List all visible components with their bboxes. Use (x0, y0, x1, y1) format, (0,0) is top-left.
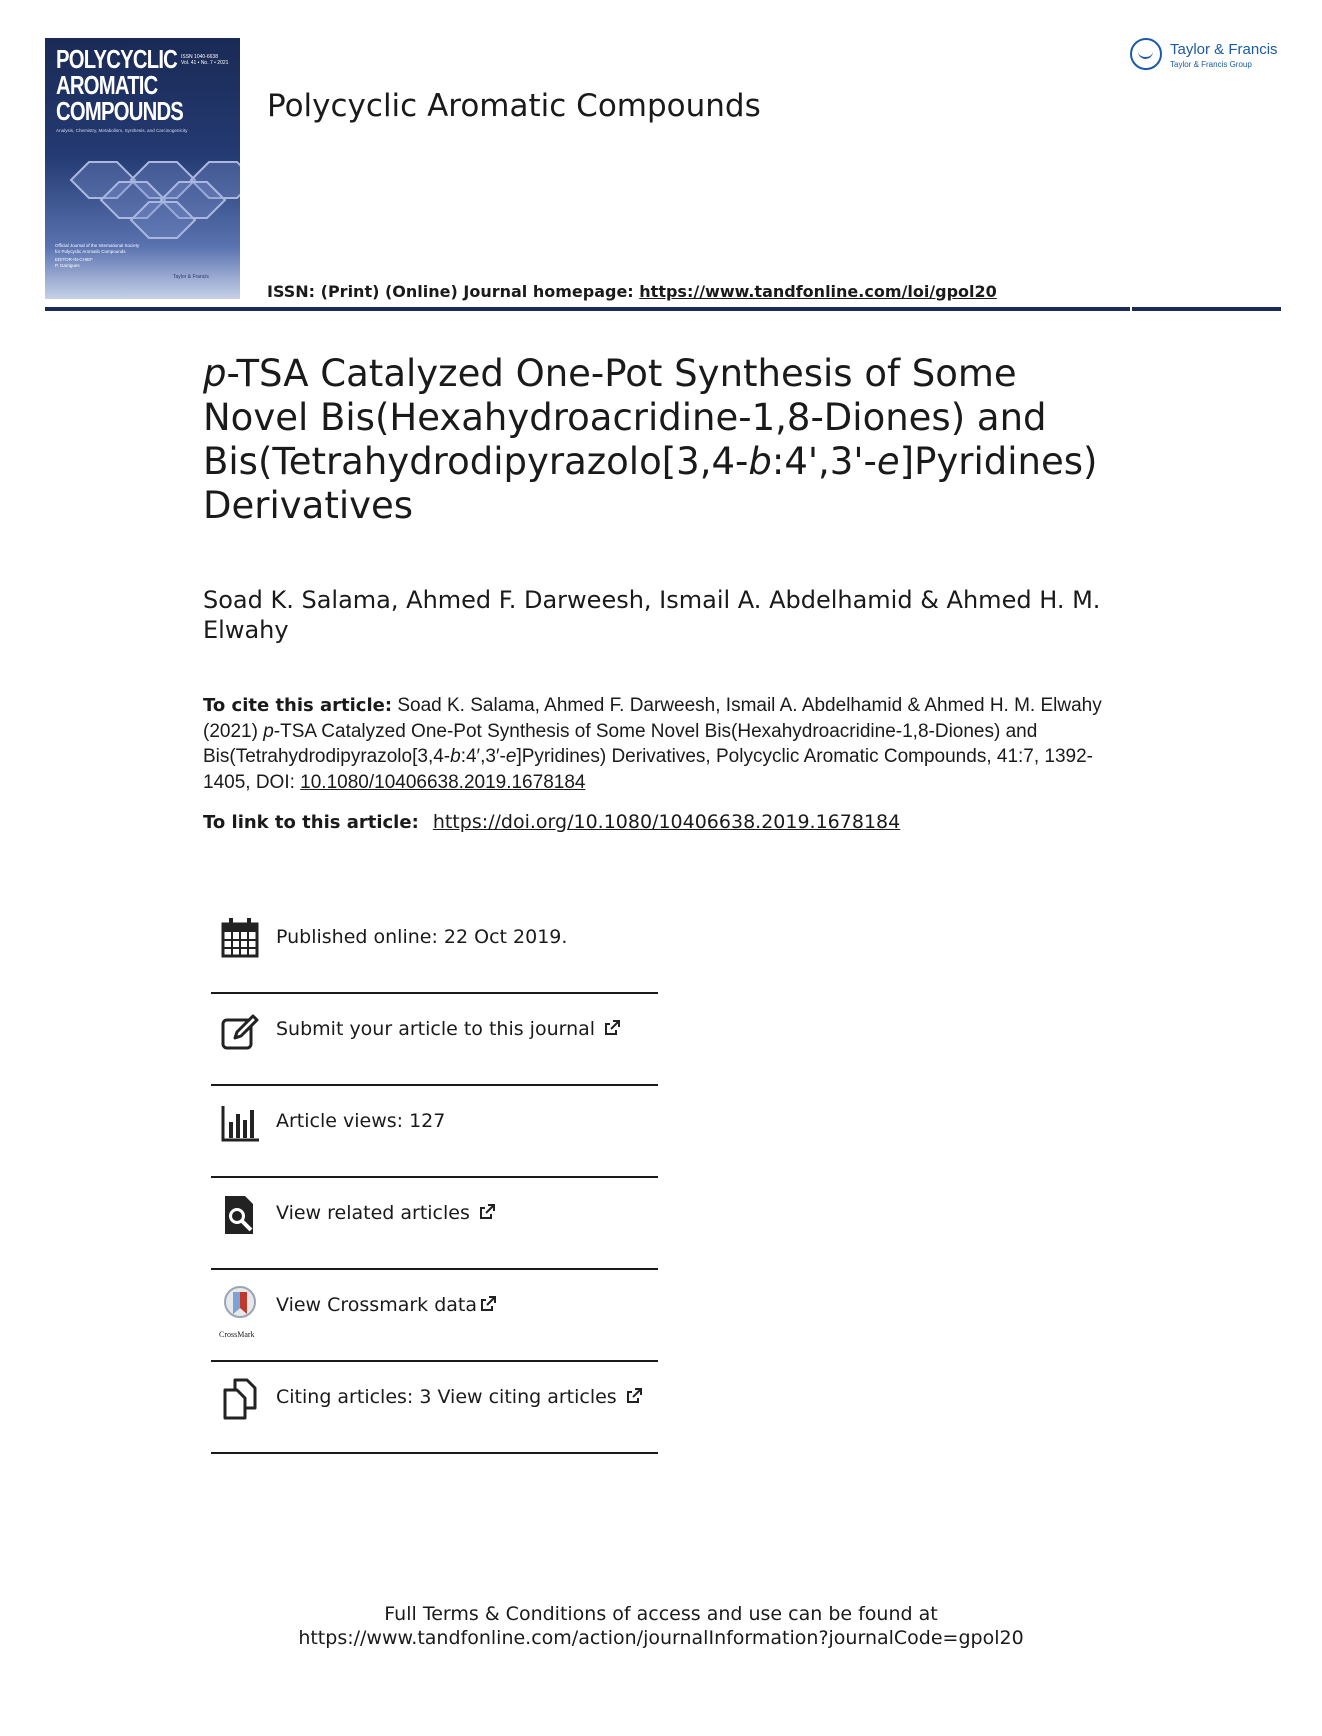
lamp-logo-icon (1130, 38, 1162, 70)
bar-chart-icon (221, 1102, 259, 1144)
cover-issn: ISSN 1040-6638 Vol. 41 • No. 7 • 2021 (181, 54, 229, 66)
cover-publisher: Taylor & Francis (173, 274, 209, 280)
external-link-icon (478, 1203, 496, 1221)
copy-documents-icon (221, 1378, 259, 1420)
citation-block: To cite this article: Soad K. Salama, Ahmed F. Darweesh, Ismail A. Abdelhamid & Ahmed H. M. Elwahy (2021) p-TSA Catalyzed One-Pot Synthesis of Some Novel Bis(Hexahydroacridine-1,8-Diones) and Bis(Tetrahydrodipyrazolo[3,4-b:4′,3′-e]Pyridines) Derivatives, Polycyclic Aromatic Compounds, 41:7, 1392-1405, DOI: 10.1080/10406638.2019.1678184 (203, 695, 1102, 793)
article-link-line (203, 811, 900, 833)
citation-doi-link[interactable]: 10.1080/10406638.2019.1678184 (300, 771, 586, 793)
journal-homepage-link[interactable]: https://www.tandfonline.com/loi/gpol20 (639, 282, 997, 301)
publisher-logo[interactable] (1130, 38, 1290, 78)
link-label: To link to this article: (203, 812, 419, 833)
article-info-list (211, 910, 658, 1454)
journal-cover-image (45, 38, 240, 299)
cover-note: Official Journal of the International Society for Polycyclic Aromatic Compounds EDITOR-IN-CHIEF P. Garrigues (55, 243, 140, 268)
terms-footer (0, 1602, 1322, 1650)
related-row[interactable] (211, 1178, 658, 1270)
citation-label: To cite this article: (203, 695, 393, 716)
external-link-icon (603, 1019, 621, 1037)
submit-row[interactable] (211, 994, 658, 1086)
views-row (211, 1086, 658, 1178)
external-link-icon (625, 1387, 643, 1405)
search-document-icon (221, 1194, 259, 1236)
cover-subtitle: Analysis, Chemistry, Metabolism, Synthesis, and Carcinogenicity (56, 128, 188, 133)
issn-text: ISSN: (Print) (Online) Journal homepage: (267, 282, 634, 301)
submit-article-link[interactable]: Submit your article to this journal (276, 1018, 596, 1040)
article-authors: Soad K. Salama, Ahmed F. Darweesh, Ismail A. Abdelhamid & Ahmed H. M. Elwahy (203, 586, 1101, 644)
article-title: p-TSA Catalyzed One-Pot Synthesis of Some Novel Bis(Hexahydroacridine-1,8-Diones) and Bis(Tetrahydrodipyrazolo[3,4-b:4',3'-e]Pyridines) Derivatives (203, 352, 1098, 527)
related-articles-link[interactable]: View related articles (276, 1202, 470, 1224)
citing-articles-link[interactable]: Citing articles: 3 View citing articles (276, 1386, 617, 1408)
external-link-icon (479, 1295, 497, 1313)
crossmark-link[interactable]: View Crossmark data (276, 1294, 478, 1316)
publisher-name: Taylor & Francis (1170, 41, 1278, 58)
published-date: Published online: 22 Oct 2019. (276, 926, 568, 948)
article-doi-link[interactable]: https://doi.org/10.1080/10406638.2019.1678184 (432, 811, 901, 833)
journal-name: Polycyclic Aromatic Compounds (267, 88, 761, 124)
terms-url[interactable]: https://www.tandfonline.com/action/journalInformation?journalCode=gpol20 (298, 1627, 1024, 1649)
crossmark-row[interactable] (211, 1270, 658, 1362)
issn-line (267, 282, 997, 301)
edit-icon (221, 1010, 259, 1052)
published-row (211, 910, 658, 994)
publisher-group: Taylor & Francis Group (1170, 60, 1252, 69)
header-divider (45, 307, 1281, 311)
crossmark-icon (221, 1286, 259, 1328)
cover-title: POLYCYCLIC AROMATIC COMPOUNDS (56, 44, 184, 126)
citing-row[interactable] (211, 1362, 658, 1454)
crossmark-badge-label: CrossMark (219, 1330, 255, 1339)
terms-text: Full Terms & Conditions of access and use can be found at (384, 1603, 938, 1625)
article-views: Article views: 127 (276, 1110, 446, 1132)
calendar-icon (221, 916, 259, 958)
